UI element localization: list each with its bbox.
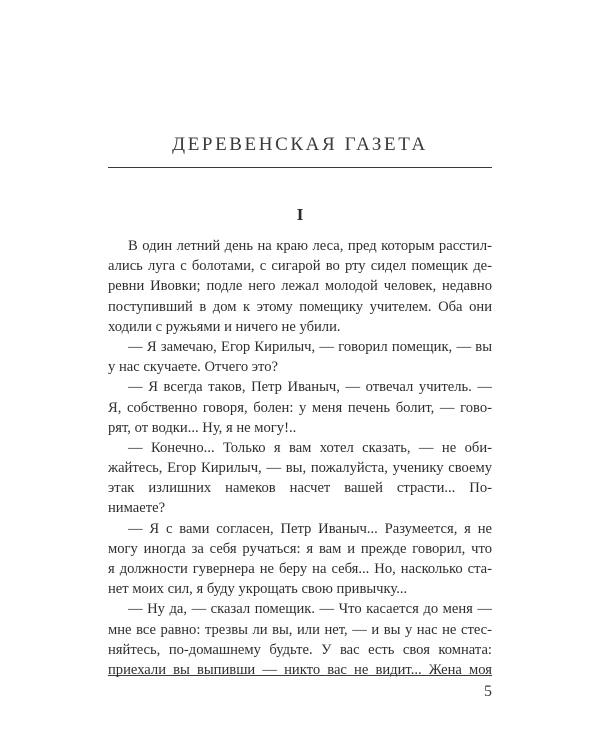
text-line: Я, собственно говоря, болен: у меня печень болит, — гово-: [108, 399, 492, 416]
running-title: ДЕРЕВЕНСКАЯ ГАЗЕТА: [172, 134, 428, 155]
text-line: этак излишних намеков насчет вашей страсти... По-: [108, 480, 492, 497]
footer-rule: [108, 675, 492, 676]
text-line: ходили с ружьями и ничего не убили.: [108, 318, 341, 335]
text-line: ревни Ивовки; подле него лежал молодой человек, недавно: [108, 278, 492, 295]
text-line: мне все равно: трезвы ли вы, или нет, — и вы у нас не стес-: [108, 621, 492, 638]
text-line: поступивший в дом к этому помещику учителем. Оба они: [108, 298, 492, 315]
text-line: — Я с вами согласен, Петр Иваныч... Разумеется, я не: [128, 520, 492, 537]
text-line: приехали вы выпивши — никто вас не видит... Жена моя: [108, 661, 492, 678]
text-line: могу иногда за себя ручаться: я вам и прежде говорил, что: [108, 540, 492, 557]
text-line: жайтесь, Егор Кирилыч, — вы, пожалуйста, ученику своему: [108, 460, 492, 477]
text-line: — Я замечаю, Егор Кирилыч, — говорил помещик, — вы: [128, 338, 492, 355]
text-line: В один летний день на краю леса, пред которым расстил-: [128, 238, 492, 254]
text-line: — Я всегда таков, Петр Иваныч, — отвечал учитель. —: [128, 379, 492, 396]
body-text: [108, 236, 492, 680]
text-line: рят, от водки... Ну, я не могу!..: [108, 419, 297, 436]
text-line: я должности гувернера не беру на себя... Но, насколько ста-: [108, 561, 492, 577]
text-line: няйтесь, по-домашнему будьте. У вас есть своя комната:: [108, 641, 492, 658]
text-line: нимаете?: [108, 500, 166, 517]
header-rule: [108, 167, 492, 168]
text-line: ались луга с болотами, с сигарой во рту сидел помещик де-: [108, 258, 492, 275]
text-line: — Ну да, — сказал помещик. — Что касается до меня —: [128, 601, 492, 618]
chapter-number: I: [296, 205, 304, 224]
text-line: у нас скучаете. Отчего это?: [108, 359, 278, 376]
page-number: 5: [484, 683, 492, 700]
text-line: — Конечно... Только я вам хотел сказать, — не оби-: [128, 439, 492, 456]
text-line: нет моих сил, я буду укрощать свою привычку...: [108, 581, 408, 598]
